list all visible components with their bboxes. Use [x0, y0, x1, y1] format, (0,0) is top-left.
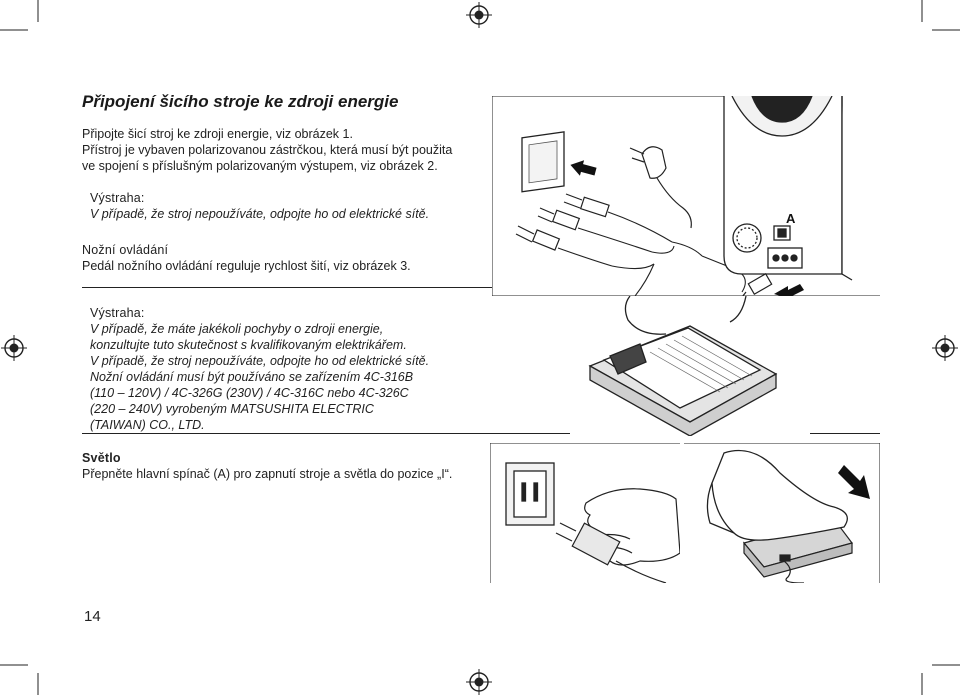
- foot-control-text: Pedál nožního ovládání reguluje rychlost šití, viz obrázek 3.: [82, 259, 411, 273]
- warning-block-2: [90, 305, 429, 433]
- shoe-icon: [707, 451, 847, 541]
- light-text: Přepněte hlavní spínač (A) pro zapnutí stroje a světla do pozice „I“.: [82, 467, 453, 481]
- warning-block-1: [90, 190, 429, 222]
- polarized-plug-illustration: [490, 443, 680, 583]
- warning-text: V případě, že stroj nepoužíváte, odpojte ho od elektrické sítě.: [90, 207, 430, 221]
- light-block: [82, 450, 452, 482]
- outlet-plate-icon: [506, 463, 554, 525]
- figure-2-polarized-plug: [490, 443, 680, 583]
- warning-line: (110 – 120V) / 4C-326G (230V) / 4C-316C nebo 4C-326C: [90, 386, 409, 400]
- intro-line: Přístroj je vybaven polarizovanou zástrčkou, která musí být použita: [82, 143, 453, 157]
- warning-label: Výstraha:: [90, 306, 145, 320]
- warning-line: V případě, že máte jakékoli pochyby o zdroji energie,: [90, 322, 384, 336]
- wall-outlet-icon: [522, 132, 564, 192]
- warning-line: Nožní ovládání musí být používáno se zařízením 4C-316B: [90, 370, 414, 384]
- foot-pedal-illustration: [570, 296, 810, 436]
- warning-line: V případě, že stroj nepoužíváte, odpojte ho od elektrické sítě.: [90, 354, 430, 368]
- warning-label: Výstraha:: [90, 191, 145, 205]
- page-number: 14: [84, 608, 101, 625]
- switch-label-a: A: [786, 211, 796, 226]
- foot-on-pedal-illustration: [684, 443, 880, 583]
- figure-1-connection: [492, 96, 880, 296]
- foot-control-block: [82, 242, 411, 274]
- foot-control-label: Nožní ovládání: [82, 243, 169, 257]
- figure-4-foot-on-pedal: [684, 443, 880, 583]
- intro-line: Připojte šicí stroj ke zdroji energie, viz obrázek 1.: [82, 127, 353, 141]
- figure-3-foot-pedal: [570, 296, 810, 436]
- intro-paragraph: [82, 126, 452, 174]
- intro-line: ve spojení s příslušným polarizovaným výstupem, viz obrázek 2.: [82, 159, 438, 173]
- warning-line: (220 – 240V) vyrobeným MATSUSHITA ELECTRIC: [90, 402, 374, 416]
- press-arrow-icon: [838, 465, 870, 499]
- warning-line: konzultujte tuto skutečnost s kvalifikovaným elektrikářem.: [90, 338, 407, 352]
- sewing-machine-icon: [724, 96, 852, 280]
- page-title: Připojení šicího stroje ke zdroji energie: [82, 92, 399, 111]
- connection-illustration: [492, 96, 880, 296]
- light-label: Světlo: [82, 451, 121, 465]
- warning-line: (TAIWAN) CO., LTD.: [90, 418, 205, 432]
